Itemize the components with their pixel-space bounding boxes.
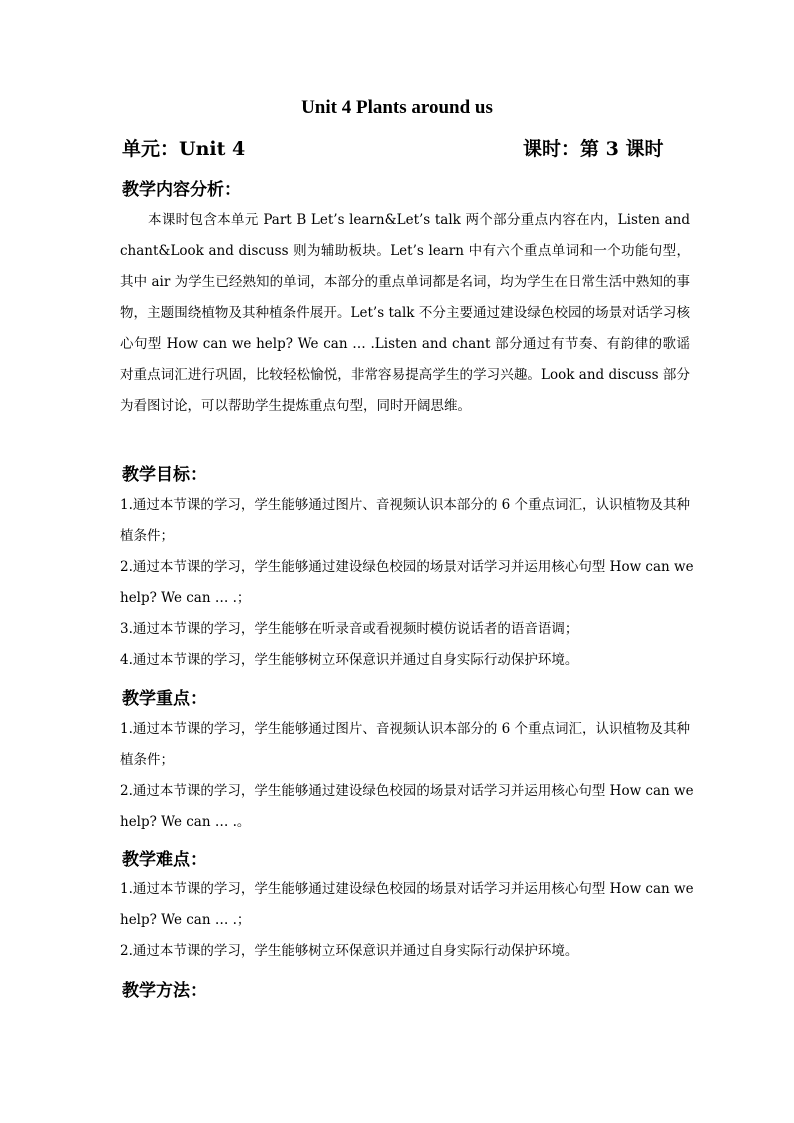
unit-label: 单元：Unit 4 [122, 138, 246, 160]
key-point-item-1: 1.通过本节课的学习，学生能够通过图片、音视频认识本部分的 6 个重点词汇，认识植物及其种植条件； [120, 721, 691, 768]
objectives-heading: 教学目标： [122, 465, 207, 485]
difficulties-heading: 教学难点： [122, 850, 207, 870]
objective-item-1: 1.通过本节课的学习，学生能够通过图片、音视频认识本部分的 6 个重点词汇，认识植物及其种植条件； [120, 497, 691, 544]
difficulty-item-1: 1.通过本节课的学习，学生能够通过建设绿色校园的场景对话学习并运用核心句型 How can we help? We can … .； [120, 881, 694, 928]
key-point-item-2: 2.通过本节课的学习，学生能够通过建设绿色校园的场景对话学习并运用核心句型 How can we help? We can … .。 [120, 783, 694, 830]
methods-heading: 教学方法： [122, 981, 207, 1001]
objective-item-4: 4.通过本节课的学习，学生能够树立环保意识并通过自身实际行动保护环境。 [120, 652, 579, 668]
content-analysis-paragraph: 本课时包含本单元 Part B Let’s learn&Let’s talk 两个部分重点内容在内，Listen and chant&Look and discuss 则为辅助板块。Let’s learn 中有六个重点单词和一个功能句型，其中 air 为学生已经熟知的单词，本部分的重点单词都是名词，均为学生在日常生活中熟知的事物，主题围绕植物及其种植条件展开。Let’s talk 不分主要通过建设绿色校园的场景对话学习核心句型 How can we help? We can … .Listen and chant 部分通过有节奏、有韵律的歌谣对重点词汇进行巩固，比较轻松愉悦，非常容易提高学生的学习兴趣。Look and discuss 部分为看图讨论，可以帮助学生提炼重点句型，同时开阔思维。 [120, 212, 690, 414]
document-title: Unit 4 Plants around us [301, 97, 493, 118]
period-label: 课时：第 3 课时 [523, 138, 664, 160]
content-analysis-heading: 教学内容分析： [122, 180, 241, 200]
difficulty-item-2: 2.通过本节课的学习，学生能够树立环保意识并通过自身实际行动保护环境。 [120, 943, 579, 959]
objective-item-2: 2.通过本节课的学习，学生能够通过建设绿色校园的场景对话学习并运用核心句型 How can we help? We can … .； [120, 559, 694, 606]
key-points-heading: 教学重点： [122, 689, 207, 709]
objective-item-3: 3.通过本节课的学习，学生能够在听录音或看视频时模仿说话者的语音语调； [120, 621, 579, 637]
